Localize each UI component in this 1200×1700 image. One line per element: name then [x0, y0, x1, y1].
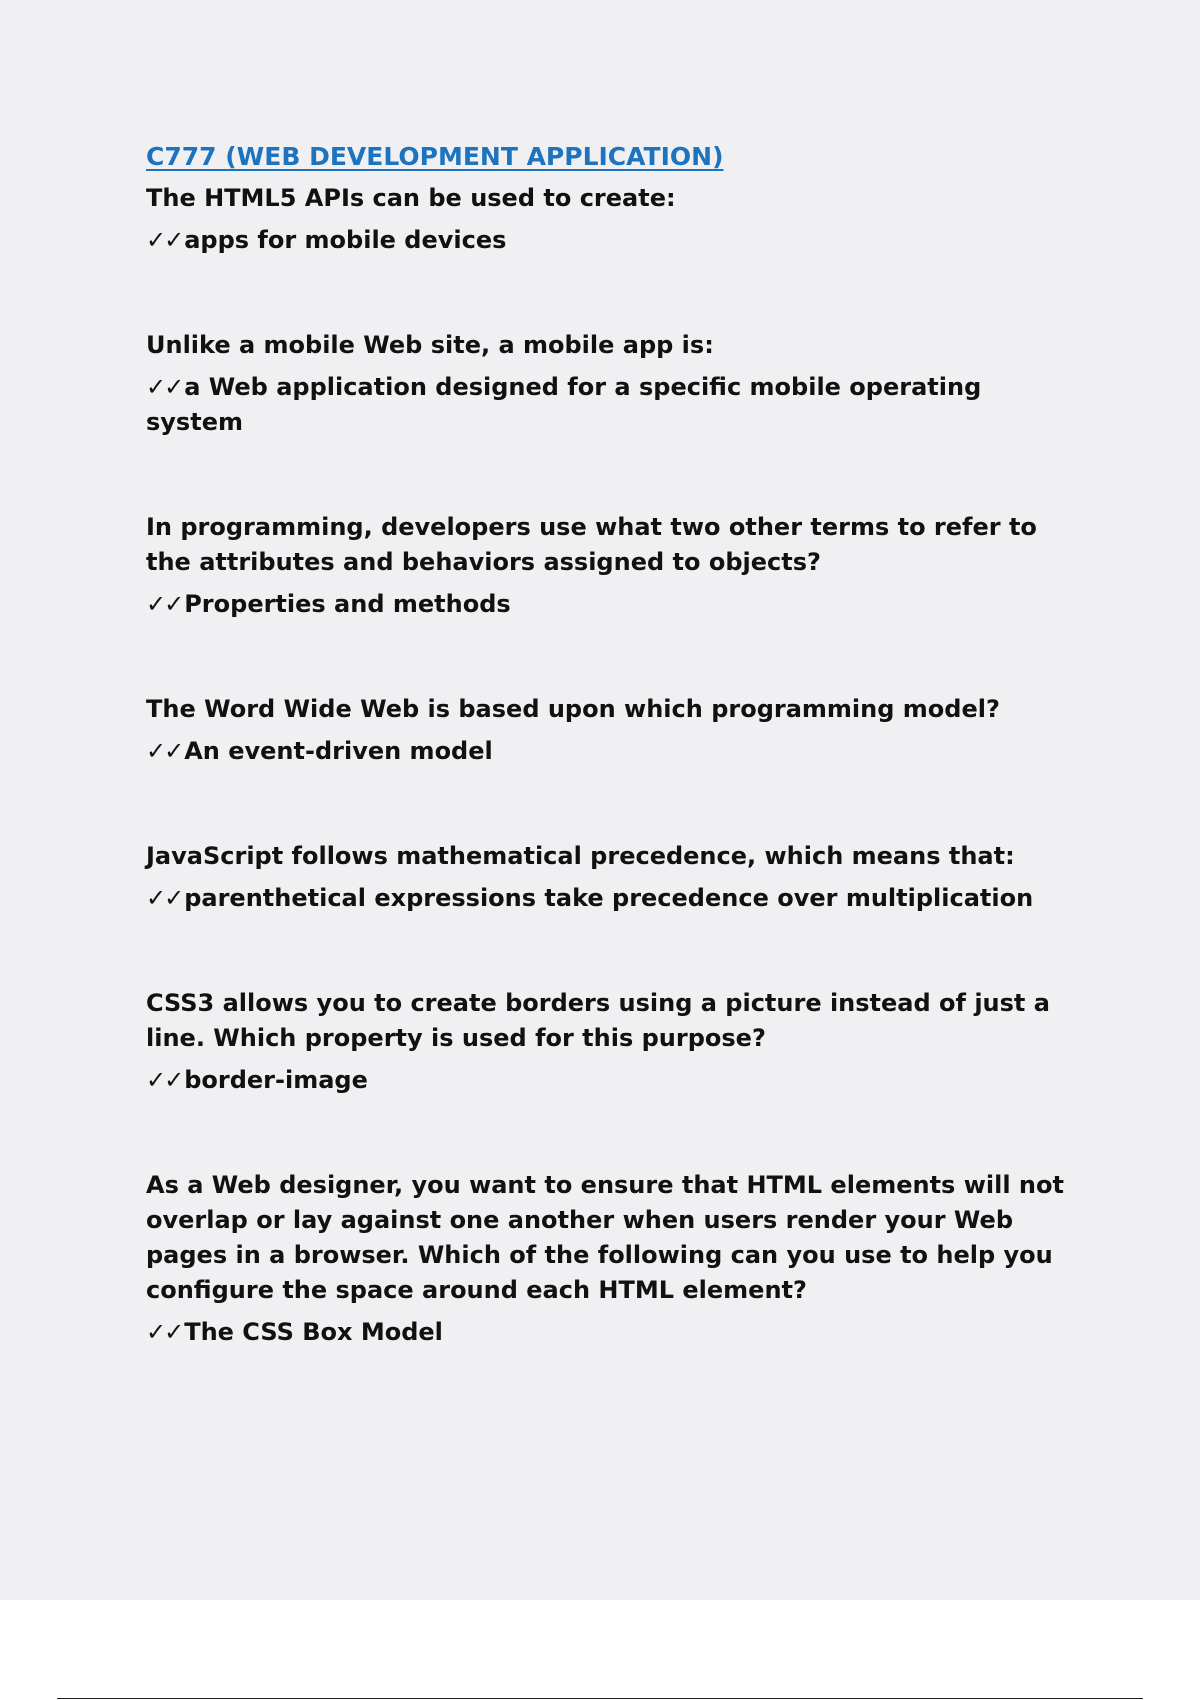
qa-item	[146, 986, 1086, 1098]
answer-line	[146, 1315, 1086, 1350]
answer-text: apps for mobile devices	[184, 226, 507, 254]
qa-item	[146, 328, 1086, 440]
question-text: The HTML5 APIs can be used to create:	[146, 184, 676, 212]
double-check-icon: ✓✓	[146, 590, 183, 618]
double-check-icon: ✓✓	[146, 884, 183, 912]
qa-item	[146, 181, 1086, 258]
answer-line	[146, 370, 1086, 440]
answer-line	[146, 1063, 1086, 1098]
answer-text: parenthetical expressions take precedence over multiplication	[184, 884, 1034, 912]
answer-text: a Web application designed for a specific mobile operating system	[146, 373, 982, 436]
document-content	[146, 142, 1086, 1350]
qa-item	[146, 1168, 1086, 1350]
answer-line	[146, 223, 1086, 258]
answer-text: border-image	[184, 1066, 368, 1094]
qa-item	[146, 839, 1086, 916]
footer-divider	[57, 1698, 1143, 1699]
answer-line	[146, 734, 1086, 769]
qa-item	[146, 692, 1086, 769]
document-title-link[interactable]: C777 (WEB DEVELOPMENT APPLICATION)	[146, 142, 724, 171]
double-check-icon: ✓✓	[146, 1066, 183, 1094]
answer-text: The CSS Box Model	[184, 1318, 443, 1346]
question-text: The Word Wide Web is based upon which programming model?	[146, 695, 1000, 723]
answer-text: An event-driven model	[184, 737, 493, 765]
question-text: CSS3 allows you to create borders using a picture instead of just a line. Which property is used for this purpose?	[146, 989, 1050, 1052]
double-check-icon: ✓✓	[146, 226, 183, 254]
double-check-icon: ✓✓	[146, 737, 183, 765]
double-check-icon: ✓✓	[146, 373, 183, 401]
question-text: In programming, developers use what two other terms to refer to the attributes and behaviors assigned to objects?	[146, 513, 1037, 576]
answer-line	[146, 881, 1086, 916]
question-text: Unlike a mobile Web site, a mobile app is:	[146, 331, 714, 359]
qa-item	[146, 510, 1086, 622]
question-text: JavaScript follows mathematical precedence, which means that:	[146, 842, 1015, 870]
answer-text: Properties and methods	[184, 590, 511, 618]
answer-line	[146, 587, 1086, 622]
question-text: As a Web designer, you want to ensure that HTML elements will not overlap or lay against one another when users render your Web pages in a browser. Which of the following can you use to help you configure the space around each HTML element?	[146, 1171, 1064, 1304]
double-check-icon: ✓✓	[146, 1318, 183, 1346]
